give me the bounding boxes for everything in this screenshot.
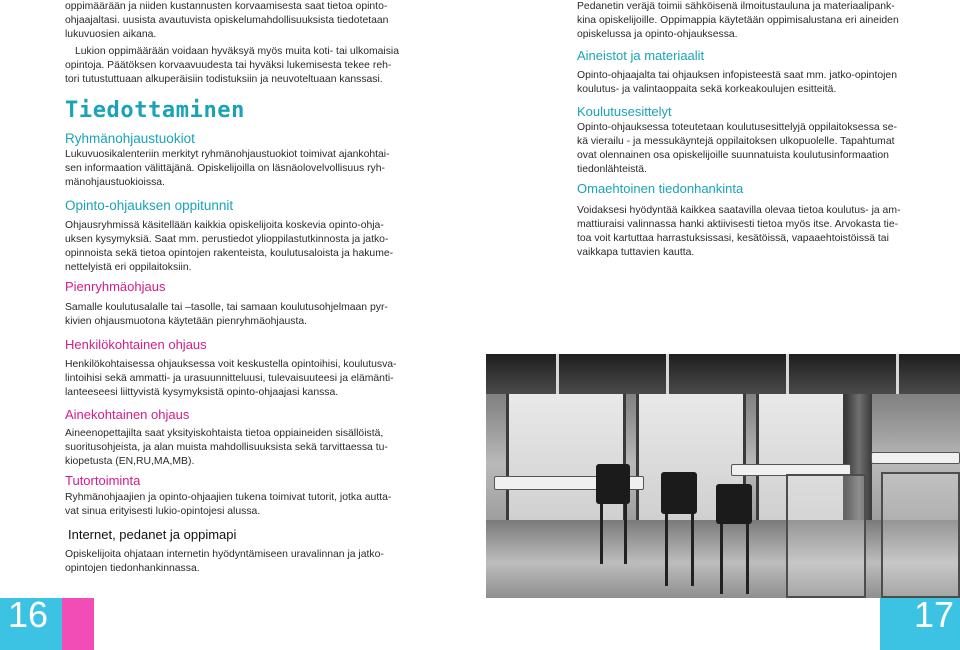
text-line: Pedanetin veräjä toimii sähköisenä ilmoitustauluna ja materiaalipank-: [577, 1, 895, 12]
text-line: kivien ohjausmuotona käytetään pienryhmäohjausta.: [65, 316, 308, 327]
text-line: sen informaation välittäjänä. Opiskelijoilla on läsnäolovelvollisuus ryh-: [65, 163, 385, 174]
internet-paragraph: [65, 548, 405, 576]
heading-aineistot: Aineistot ja materiaalit: [577, 48, 705, 63]
text-line: nettelyistä eri oppilaitoksiin.: [65, 262, 192, 273]
photo-ceiling-light: [666, 354, 669, 394]
photo-ceiling-light: [896, 354, 899, 394]
text-line: Voidaksesi hyödyntää kaikkea saatavilla olevaa tietoa koulutus- ja am-: [577, 205, 901, 216]
text-line: tiedonlähteistä.: [577, 164, 647, 175]
text-line: Opinto-ohjauksessa toteutetaan koulutusesittelyjä oppilaitoksessa se-: [577, 122, 897, 133]
heading-ainekohtainen: Ainekohtainen ohjaus: [65, 407, 190, 422]
heading-henkilokohtainen: Henkilökohtainen ohjaus: [65, 337, 207, 352]
aine-paragraph: [65, 427, 405, 469]
page-number-left: 16: [8, 594, 49, 635]
text-line: Opiskelijoita ohjataan internetin hyödyntämiseen uravalinnan ja jatko-: [65, 549, 384, 560]
text-line: Henkilökohtaisessa ohjauksessa voit keskustella opintoihisi, koulutusva-: [65, 359, 397, 370]
photo-ceiling-light: [786, 354, 789, 394]
text-line: opintojen tiedonhankinnassa.: [65, 563, 200, 574]
photo-chair-leg: [746, 524, 749, 594]
text-line: opiskelussa ja opinto-ohjauksessa.: [577, 29, 738, 40]
photo-glass-panel: [786, 474, 866, 598]
heading-tutortoiminta: Tutortoiminta: [65, 473, 141, 488]
text-line: suoritusohjeista, ja alan muista mahdollisuuksista sekä tarvittaessa tu-: [65, 442, 388, 453]
photo-chair: [661, 472, 697, 514]
page-bar-left-pink: [62, 598, 94, 650]
heading-koulutusesittelyt: Koulutusesittelyt: [577, 104, 672, 119]
photo-ceiling-light: [556, 354, 559, 394]
text-line: koulutus- ja valintaoppaita sekä korkeakoulujen esitteitä.: [577, 84, 837, 95]
text-line: Aineenopettajilta saat yksityiskohtaista tietoa oppiaineiden sisällöistä,: [65, 428, 384, 439]
pienryhma-paragraph: [65, 301, 405, 329]
photo-chair: [596, 464, 630, 504]
text-line: Lukuvuosikalenteriin merkityt ryhmänohjaustuokiot toimivat ajankohtai-: [65, 149, 390, 160]
text-line: lukuvuosien aikana.: [65, 29, 157, 40]
text-line: ohjaajaltasi. uusista avautuvista opiskelumahdollisuuksista tiedotetaan: [65, 15, 389, 26]
koulutus-paragraph: [577, 121, 907, 177]
photo-glass-panel: [881, 472, 960, 598]
text-line: toa voit kartuttaa harrastuksissasi, kesätöissä, vapaaehtoistöissä tai: [577, 233, 889, 244]
text-line: opintoja. Päätöksen korvaavuudesta tai hyväksi lukemisesta tekee reh-: [65, 60, 392, 71]
text-line: Ohjausryhmissä käsitellään kaikkia opiskelijoita koskevia opinto-ohja-: [65, 220, 384, 231]
aineistot-paragraph: [577, 69, 907, 97]
text-line: Ryhmänohjaajien ja opinto-ohjaajien tukena toimivat tutorit, jotka autta-: [65, 492, 392, 503]
ryhma-paragraph: [65, 148, 405, 190]
photo-chair-leg: [624, 504, 627, 564]
oppitunnit-paragraph: [65, 219, 405, 275]
text-line: tori tutustuttuaan alkuperäisiin todistuksiin ja neuvoteltuaan kanssasi.: [65, 74, 383, 85]
text-line: kiopetusta (EN,RU,MA,MB).: [65, 456, 195, 467]
text-line: mänohjaustuokioissa.: [65, 177, 165, 188]
heading-omaehtoinen: Omaehtoinen tiedonhankinta: [577, 181, 744, 196]
text-line: ovat olennainen osa opiskelijoille suunnatuista koulutusinformaation: [577, 150, 889, 161]
lukio-paragraph: [65, 45, 405, 87]
text-line: vat sinua erityisesti lukio-opintojesi alussa.: [65, 506, 261, 517]
text-line: kina opiskelijoille. Oppimappia käytetään oppimisalustana eri aineiden: [577, 15, 899, 26]
text-line: oppimäärään ja niiden kustannusten korvaamisesta saat tietoa opinto-: [65, 1, 388, 12]
intro-paragraph-right: [577, 0, 907, 42]
photo-desk: [871, 452, 960, 464]
section-heading-tiedottaminen: Tiedottaminen: [65, 98, 245, 123]
intro-paragraph-left: [65, 0, 405, 42]
heading-ryhmanohjaustuokiot: Ryhmänohjaustuokiot: [65, 131, 195, 146]
text-line: vaikkapa tuttavien kautta.: [577, 247, 695, 258]
text-line: Lukion oppimäärään voidaan hyväksyä myös muita koti- tai ulkomaisia: [75, 46, 400, 57]
photo-chair-leg: [665, 514, 668, 586]
heading-internet: Internet, pedanet ja oppimapi: [68, 527, 237, 542]
text-line: uksen kysymyksiä. Saat mm. perustiedot ylioppilastutkinnosta ja jatko-: [65, 234, 389, 245]
text-line: Opinto-ohjaajalta tai ohjauksen infopisteestä saat mm. jatko-opintojen: [577, 70, 897, 81]
photo-chair-leg: [691, 514, 694, 586]
henk-paragraph: [65, 358, 405, 400]
heading-oppitunnit: Opinto-ohjauksen oppitunnit: [65, 198, 234, 213]
tutor-paragraph: [65, 491, 405, 519]
text-line: lanteeseesi liittyvistä kysymyksistä opinto-ohjaajasi kanssa.: [65, 387, 339, 398]
photo-chair: [716, 484, 752, 524]
page-number-right: 17: [914, 594, 955, 635]
text-line: mattiuraisi valinnassa hanki aktiivisesti tietoa myös itse. Arvokasta tie-: [577, 219, 899, 230]
text-line: kä vierailu - ja messukäyntejä oppilaitoksen ulkopuolelle. Tapahtumat: [577, 136, 895, 147]
photo-chair-leg: [720, 524, 723, 594]
photo-chair-leg: [600, 504, 603, 564]
text-line: lintoihisi sekä ammatti- ja urasuunnitteluusi, tulevaisuuteesi ja elämänti-: [65, 373, 394, 384]
text-line: opinnoista sekä tietoa opintojen rakenteista, koulutusaloista ja hakume-: [65, 248, 394, 259]
office-interior-photo: [486, 354, 960, 598]
heading-pienryhmaohjaus: Pienryhmäohjaus: [65, 279, 166, 294]
photo-window: [506, 394, 626, 524]
omaehtoinen-paragraph: [577, 204, 907, 260]
text-line: Samalle koulutusalalle tai –tasolle, tai samaan koulutusohjelmaan pyr-: [65, 302, 388, 313]
